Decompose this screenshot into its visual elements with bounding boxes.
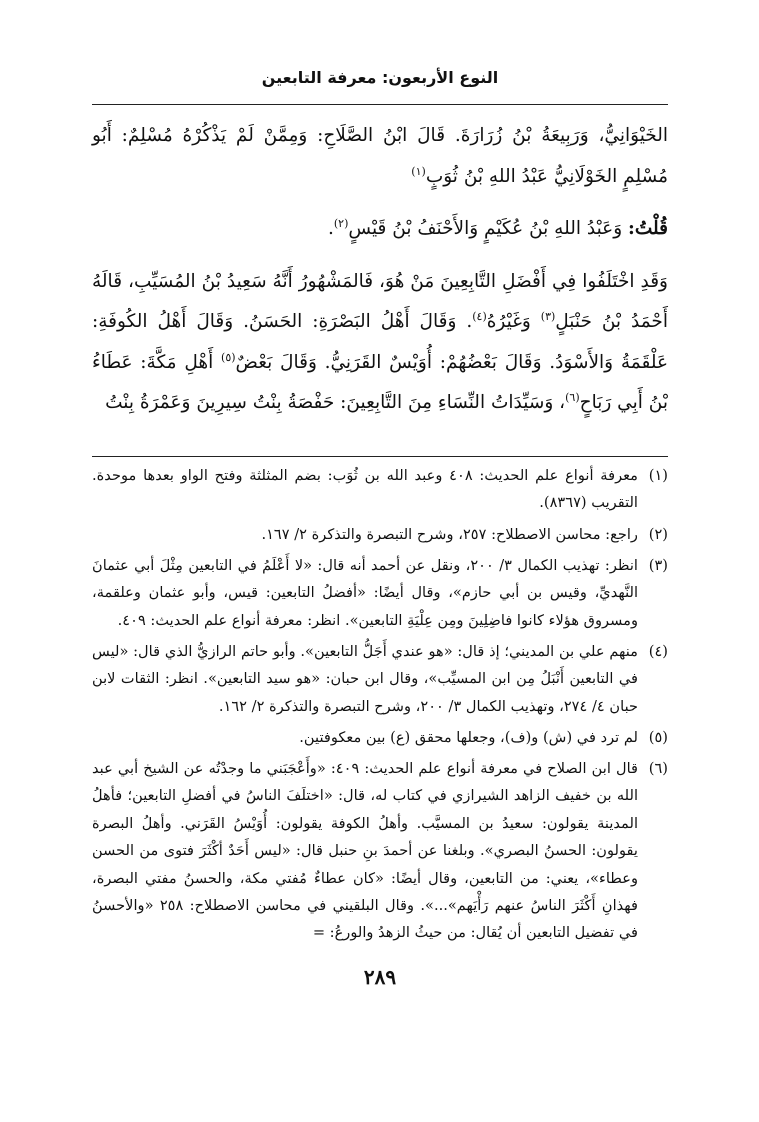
footnote-line: راجع: محاسن الاصطلاح: ٢٥٧، وشرح التبصرة والتذكرة ٢/ ١٦٧. <box>261 525 638 543</box>
main-line-1: الخَيْوَانِيُّ، وَرَبِيعَةُ بْنُ زُرَارَةَ. قَالَ ابْنُ الصَّلَاحِ: وَمِمَّنْ لَمْ يَذْكُرْهُ مُسْلِمٌ: أَبُو مُسْلِمٍ <box>92 125 668 187</box>
main-paragraph-1 <box>92 116 668 197</box>
page-number: ٢٨٩ <box>363 965 397 989</box>
main-line-2: الخَوْلَانِيُّ عَبْدُ اللهِ بْنُ ثُوَبٍ <box>425 165 618 187</box>
footnote-number: (٦) <box>648 760 668 778</box>
footnote-line: قال ابن الصلاح في معرفة أنواع علم الحديث: ٤٠٩: «وأَعْجَبَني ما وجدْتُه عن الشيخ أبي عبد الله بن خفيف الزاهد الشيرازي في كتاب له، قال: «اختلَفَ الناسُ في أفضلِ التابعين؛ فأهلُ المدينة يقولون: سعيدُ بن المسيَّب. وأهلُ الكوفة يقولون: أُوَيْسُ القَرَني. وأهلُ البصرة يقولون: الحسنُ البصري». وبلغنا عن أحمدَ بنِ حنبل قال: «ليس أَحَدٌ أكْثَرَ فتوى من الحسن وعطاء»، يعني: من التابعين، وقال أيضًا: «كان عطاءٌ مُفتي مكة، والحسنُ مفتي البصرة، فهذانِ أَكْثَرَ الناسُ عنهم رَأْيَهم»...». وقال البلقيني في محاسن الاصطلاح: ٢٥٨ «والأحسنُ في تفضيل التابعين أن يُقال: من حيثُ الزهدُ والورعُ: = <box>92 760 638 942</box>
footnote-line: معرفة أنواع علم الحديث: ٤٠٨ وعبد الله بن ثُوَب: بضم المثلثة وفتح الواو بعدها موحدة. التقريب (٨٣٦٧). <box>92 467 638 512</box>
main-paragraph-qult <box>92 209 668 250</box>
main-text <box>92 116 668 424</box>
footnote-text <box>92 724 638 751</box>
footnote-ref-4[interactable]: (٤) <box>472 309 487 323</box>
footnote-4 <box>92 638 668 720</box>
footnote-3 <box>92 552 668 634</box>
footnote-number: (٥) <box>648 728 668 746</box>
main-para2-part-b: وَغَيْرُهُ <box>486 311 541 332</box>
qult-label: قُلْتُ: <box>628 218 668 239</box>
footnote-6 <box>92 755 668 947</box>
footnote-line: منهم علي بن المديني؛ إذ قال: «هو عندي أَجَلُّ التابعين». وأبو حاتم الرازيُّ الذي قال: «ليس في التابعين أَنْبَلُ مِن ابن المسيِّب»، وقال ابن حبان: «هو سيد التابعين». انظر: الثقات لابن حبان ٤/ ٢٧٤، وتهذيب الكمال ٣/ ٢٠٠، وشرح التبصرة والتذكرة ٢/ ١٦٢. <box>92 642 638 715</box>
footnote-ref-6[interactable]: (٦) <box>565 390 580 404</box>
footnote-1 <box>92 462 668 517</box>
main-para2-part-e: ، وَسَيِّدَاتُ النِّسَاءِ مِنَ التَّابِعِينَ: حَفْصَةُ بِنْتُ سِيرِينَ وَعَمْرَةُ بِنْتُ <box>105 392 566 413</box>
footnote-text <box>92 755 638 947</box>
footnote-text <box>92 521 638 548</box>
header-divider <box>92 104 668 105</box>
footnote-text <box>92 462 638 517</box>
footnote-ref-1[interactable]: (١) <box>411 164 426 178</box>
main-para2-part-c: . وَقَالَ أَهْلُ البَصْرَةِ: الحَسَنُ. وَقَالَ أَهْلُ الكُوفَةِ: عَلْقَمَةُ وَالأَسْوَدُ. وَقَالَ بَعْضُهُمْ: أُوَيْسٌ القَرَنِيُّ. وَقَالَ بَعْضٌ <box>92 311 668 373</box>
footnote-number: (١) <box>648 467 668 484</box>
footnote-number: (٢) <box>648 525 668 543</box>
footnote-number: (٤) <box>648 642 668 660</box>
footnote-text <box>92 638 638 720</box>
main-para2-part-d: أَهْلِ مَكَّةَ: عَطَاءُ بْنُ أَبِي رَبَاحٍ <box>92 351 668 413</box>
main-line-3: وَعَبْدُ اللهِ بْنُ عُكَيْمٍ وَالأَحْنَفُ بْنُ قَيْسٍ <box>348 218 629 239</box>
footnote-line: انظر: تهذيب الكمال ٣/ ٢٠٠، ونقل عن أحمد أنه قال: «لا أَعْلَمُ في التابعين مِثْلَ أبي عثمانَ النَّهديِّ، وقيس بن أبي حازم»، وقال أيضًا: «أفضلُ التابعين: قيس، وأبو عثمان وعلقمة، ومسروق هؤلاء كانوا فاضِلِينَ ومِن عِلْيَةِ التابعين». انظر: معرفة أنواع علم الحديث: ٤٠٩. <box>92 556 638 629</box>
footnote-number: (٣) <box>648 556 668 574</box>
main-line-3-end: . <box>327 218 334 239</box>
footnote-divider <box>92 456 668 457</box>
running-header: النوع الأربعون: معرفة التابعين <box>261 68 499 87</box>
footnote-line: لم ترد في (ش) و(ف)، وجعلها محقق (ع) بين معكوفتين. <box>299 728 638 746</box>
footnote-text <box>92 552 638 634</box>
footnote-ref-5[interactable]: (٥) <box>221 350 236 364</box>
footnote-ref-2[interactable]: (٢) <box>333 216 349 230</box>
main-para2-part-a: وَقَدِ اخْتَلَفُوا فِي أَفْضَلِ التَّابِعِينَ مَنْ هُوَ، فَالمَشْهُورُ أَنَّهُ سَعِيدُ بْنُ المُسَيِّبِ، قَالَهُ أَحْمَدُ بْنُ حَنْبَلٍ <box>92 270 668 332</box>
footnote-ref-3[interactable]: (٣) <box>540 309 556 323</box>
footnotes <box>92 462 668 951</box>
main-paragraph-2 <box>92 262 668 424</box>
footnote-5 <box>92 724 668 751</box>
footnote-2 <box>92 521 668 548</box>
